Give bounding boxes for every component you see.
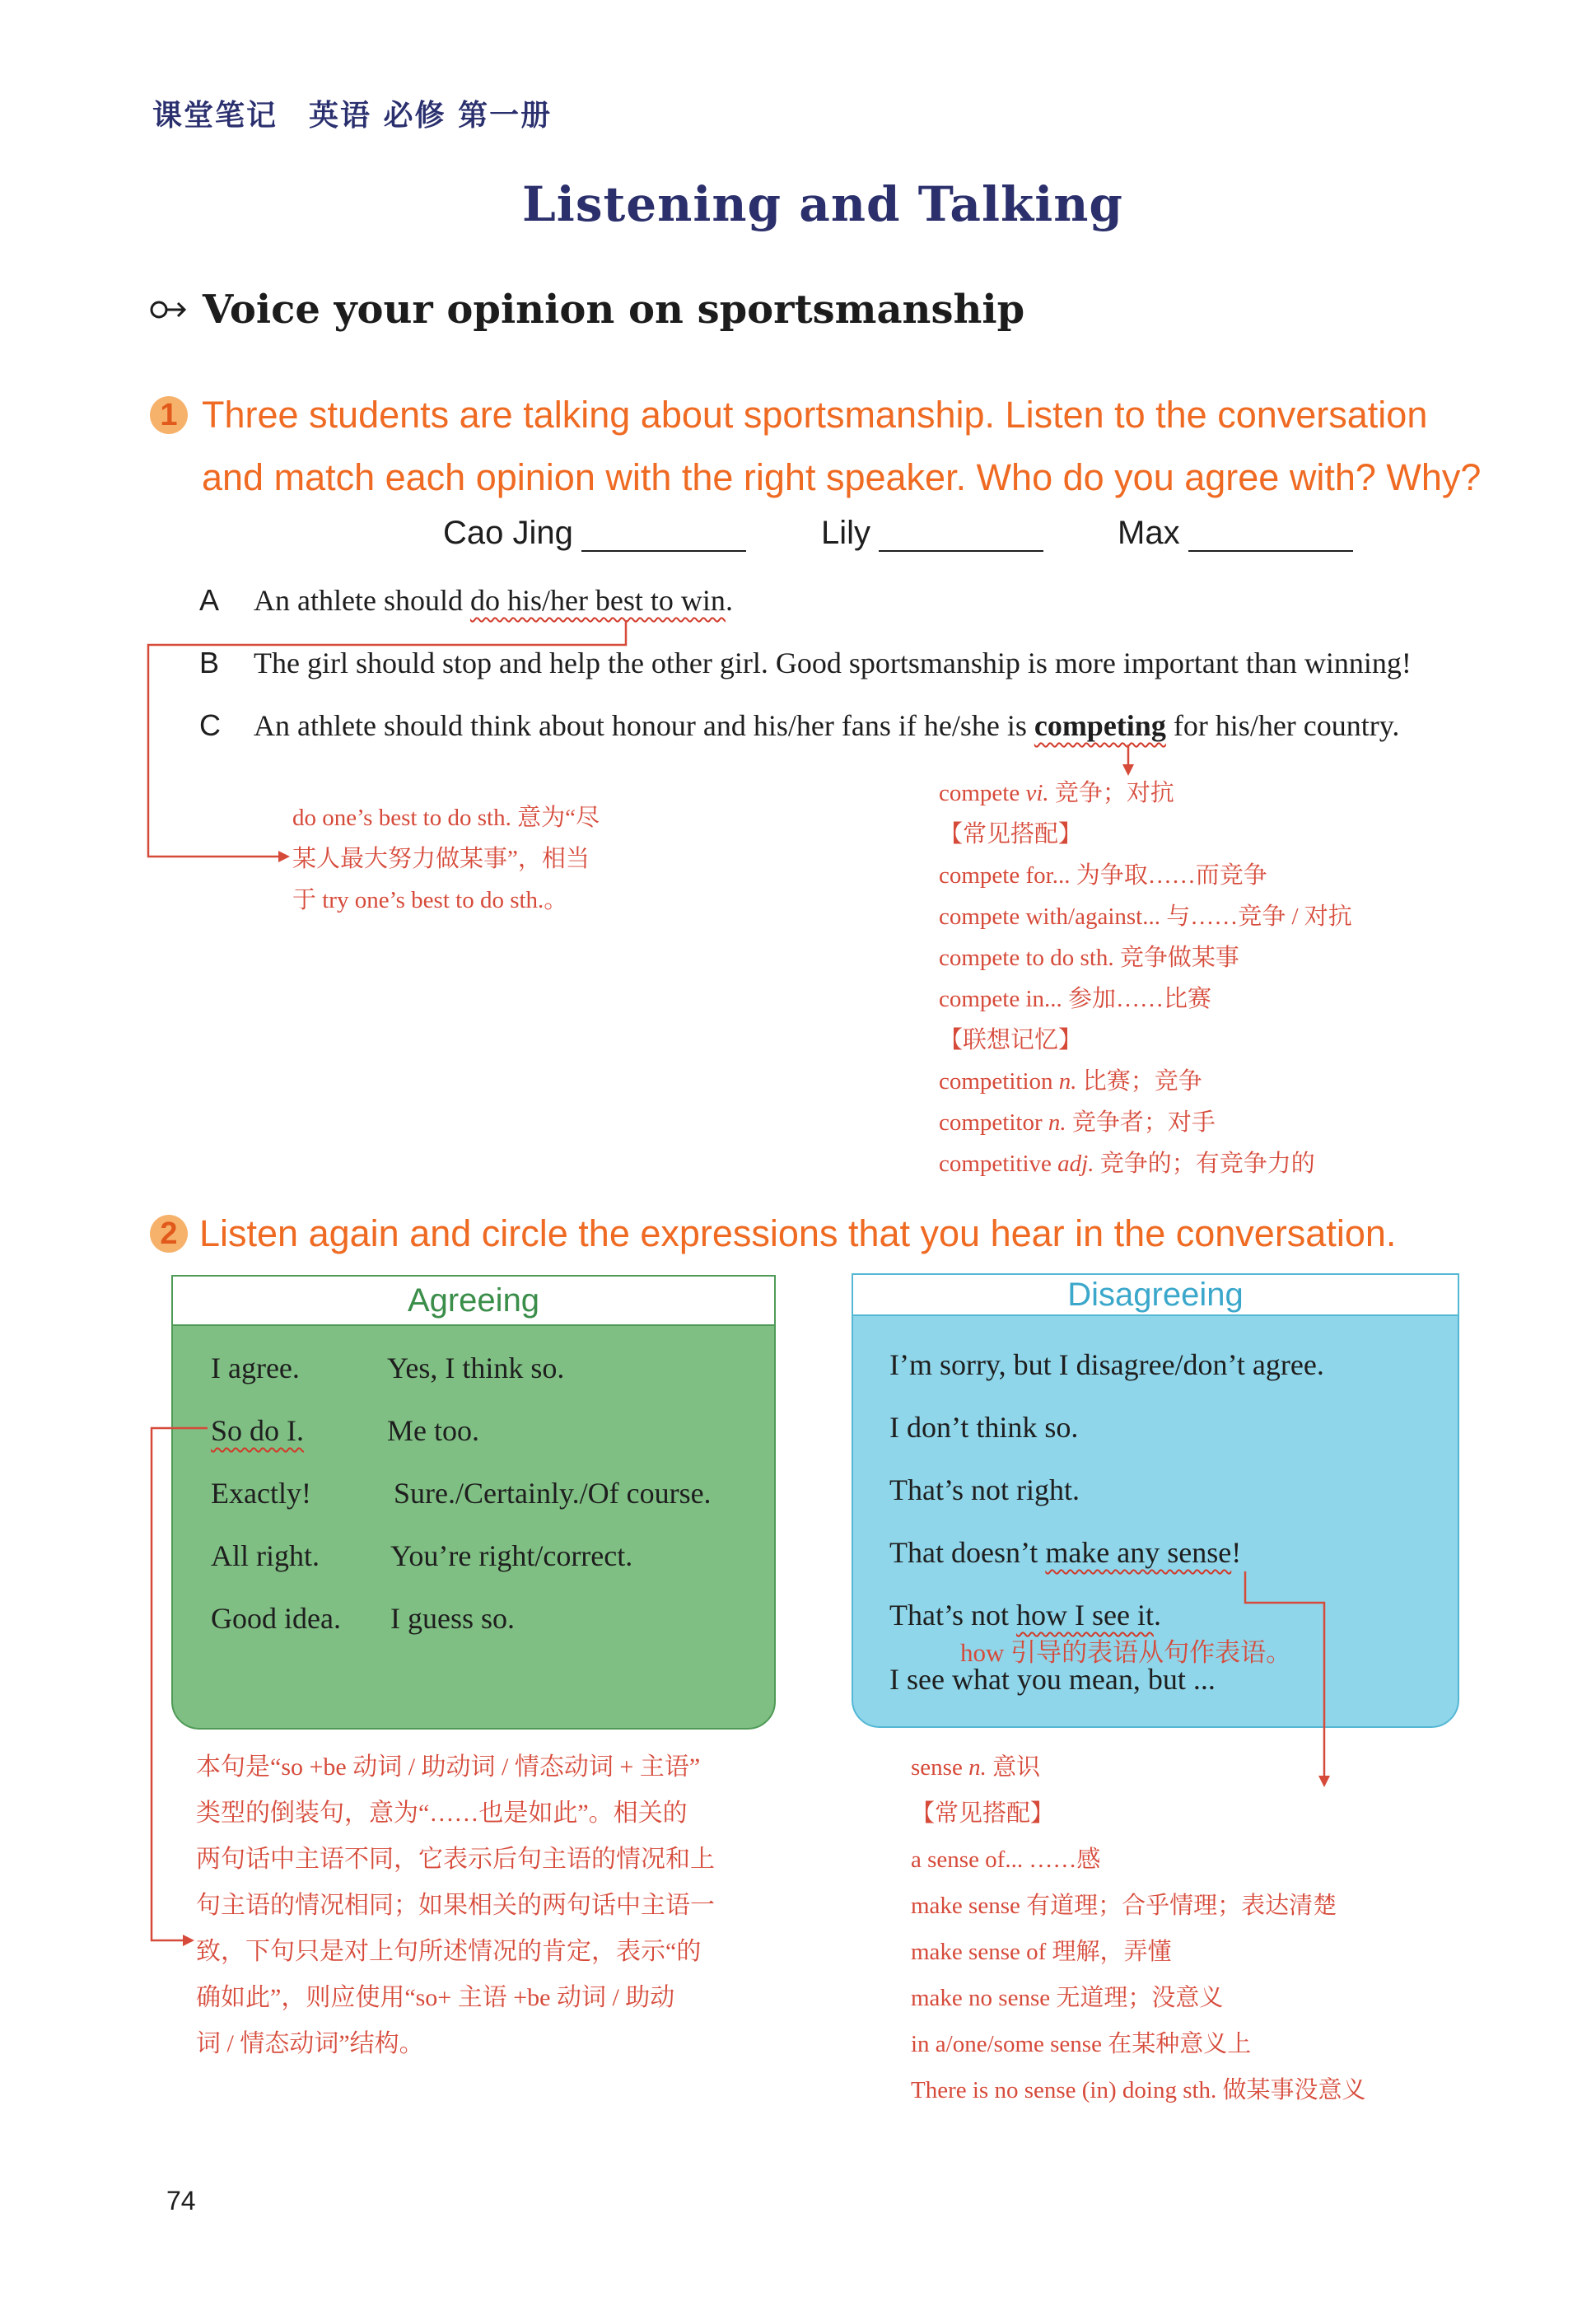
expression-item[interactable]: Good idea. <box>211 1602 341 1635</box>
expression-item[interactable]: All right. <box>211 1539 320 1572</box>
note-how-clause: how 引导的表语从句作表语。 <box>960 1638 1292 1667</box>
expression-item[interactable]: I’m sorry, but I disagree/don’t agree. <box>889 1348 1324 1381</box>
subheading-text: Voice your opinion on sportsmanship <box>203 287 1025 333</box>
expression-item[interactable]: I see what you mean, but ... <box>889 1663 1216 1696</box>
instruction-line: and match each opinion with the right speaker. Who do you agree with? Why? <box>202 456 1482 498</box>
speaker-name: Lily <box>821 515 871 551</box>
connector-arrowhead <box>1318 1776 1330 1787</box>
exercise-number-badge: 1 <box>150 396 188 434</box>
expression-item[interactable]: So do I. <box>211 1414 305 1447</box>
exercise-2-instruction: Listen again and circle the expressions that you hear in the conversation. <box>199 1212 1397 1254</box>
note-label: 【常见搭配】 <box>911 1800 1055 1827</box>
highlighted-word: competing <box>1034 709 1166 742</box>
note-so-do-i: 本句是“so +be 动词 / 助动词 / 情态动词 + 主语” 类型的倒装句，意为“……也是如此”。相关的 两句话中主语不同，它表示后句主语的情况和上 句主语的情况相同；如果相关的两句话中主语一 致，下句只是对上句所述情况的肯定，表示“的 确如此”，则应使用“so+ 主语 +be 动词 / 助动 词 / 情态动词”结构。 <box>196 1753 715 2057</box>
book-header: 课堂笔记 英语 必修 第一册 <box>152 99 553 133</box>
expression-item[interactable]: That’s not right. <box>889 1473 1080 1506</box>
option-a-text: An athlete should do his/her best to win. <box>254 584 733 617</box>
option-letter: B <box>199 646 220 679</box>
option-letter: C <box>199 708 221 742</box>
expression-item[interactable]: Yes, I think so. <box>387 1352 565 1384</box>
expression-item[interactable]: That’s not how I see it. <box>889 1599 1161 1632</box>
highlighted-phrase: do his/her best to win <box>469 584 726 617</box>
connector-line <box>148 620 626 857</box>
section-title: Listening and Talking <box>522 176 1123 232</box>
highlighted-phrase: how I see it <box>1015 1599 1154 1632</box>
connector-arrowhead <box>183 1935 194 1946</box>
note-sense: sense n. 意识 【常见搭配】 a sense of... ……感 make sense 有道理；合乎情理；表达清楚 make sense of 理解，弄懂 make no sense 无道理；没意义 in a/one/some sense 在某种意义上 There is no sense (in) doing sth. 做某事没意义 <box>911 1754 1366 2103</box>
note-do-ones-best: do one’s best to do sth. 意为“尽 某人最大努力做某事”，相当 于 try one’s best to do sth.。 <box>292 805 600 913</box>
expression-item[interactable]: I don’t think so. <box>889 1411 1079 1444</box>
expression-item[interactable]: Exactly! <box>211 1477 311 1510</box>
connector-line <box>152 1428 208 1940</box>
speaker-name: Cao Jing <box>443 515 573 551</box>
connector-line <box>1245 1571 1324 1779</box>
option-b-text: The girl should stop and help the other girl. Good sportsmanship is more important than winning! <box>254 647 1412 679</box>
note-label: 【常见搭配】 <box>939 821 1083 847</box>
agreeing-title: Agreeing <box>171 1275 776 1326</box>
disagreeing-title: Disagreeing <box>852 1273 1459 1316</box>
connector-arrowhead <box>278 851 290 862</box>
speaker-name: Max <box>1118 515 1180 551</box>
expression-item[interactable]: You’re right/correct. <box>390 1539 633 1572</box>
option-c-text: An athlete should think about honour and his/her fans if he/she is competing for his/her country. <box>254 709 1400 742</box>
expression-item[interactable]: I agree. <box>211 1352 300 1384</box>
page-number: 74 <box>166 2186 196 2215</box>
highlighted-phrase: make any sense <box>1045 1536 1232 1569</box>
note-compete: compete vi. 竞争；对抗 【常见搭配】 compete for... 为争取……而竞争 compete with/against... 与……竞争 / 对抗 compete to do sth. 竞争做某事 compete in... 参加……比赛 【联想记忆】 competition n. 比赛；竞争 competitor n. 竞争者；对手 competitive adj. 竞争的；有竞争力的 <box>939 780 1352 1177</box>
expression-item[interactable]: I guess so. <box>390 1602 515 1635</box>
note-label: 【联想记忆】 <box>939 1027 1083 1053</box>
option-letter: A <box>199 583 220 617</box>
exercise-number-badge: 2 <box>150 1215 188 1253</box>
expression-item[interactable]: Sure./Certainly./Of course. <box>394 1477 712 1510</box>
expression-item[interactable]: That doesn’t make any sense! <box>889 1536 1242 1569</box>
expression-item[interactable]: Me too. <box>387 1414 479 1447</box>
connector-arrowhead <box>1122 764 1134 776</box>
instruction-line: Three students are talking about sportsmanship. Listen to the conversation <box>202 394 1428 436</box>
